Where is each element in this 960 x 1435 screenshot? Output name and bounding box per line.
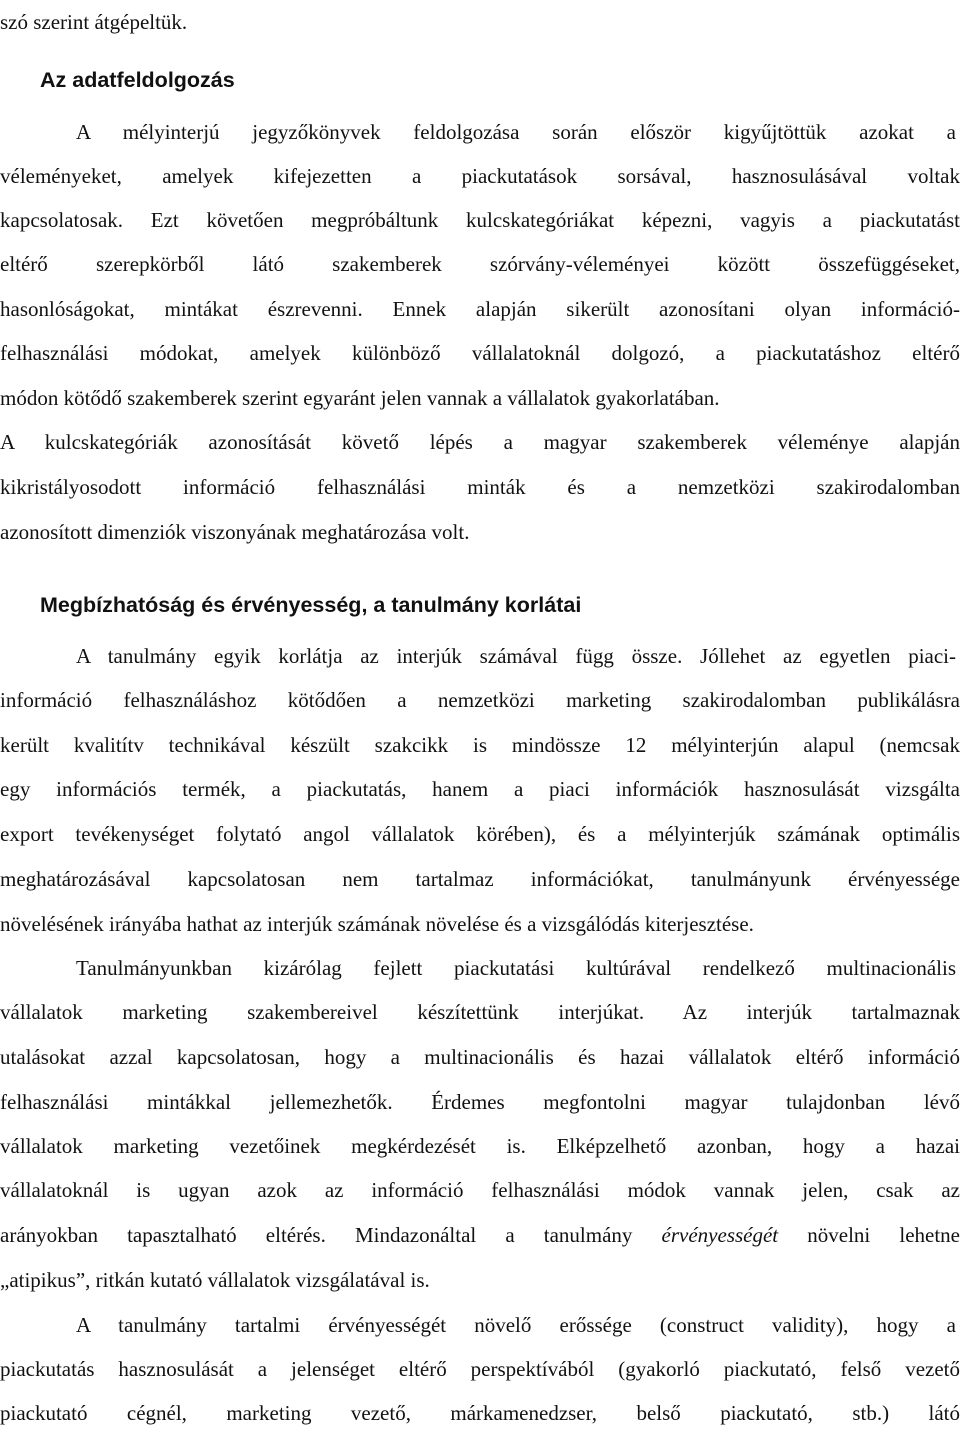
text-run: növelni lehetne <box>778 1223 960 1247</box>
text-line: felhasználási módokat, amelyek különböző vállalatoknál dolgozó, a piackutatáshoz eltérő <box>0 341 960 365</box>
text-line: piackutatás hasznosulását a jelenséget eltérő perspektívából (gyakorló piackutató, felső vezető <box>0 1357 960 1381</box>
text-line: A tanulmány tartalmi érvényességét növelő erőssége (construct validity), hogy a <box>76 1313 956 1337</box>
text-line: eltérő szerepkörből látó szakemberek szórvány-véleményei között összefüggéseket, <box>0 252 960 276</box>
text-line: Tanulmányunkban kizárólag fejlett piackutatási kultúrával rendelkező multinacionális <box>76 956 956 980</box>
section-heading-reliability-validity: Megbízhatóság és érvényesség, a tanulmány korlátai <box>40 593 582 617</box>
text-line: véleményeket, amelyek kifejezetten a piackutatások sorsával, hasznosulásával voltak <box>0 164 960 188</box>
text-line: kapcsolatosak. Ezt követően megpróbáltunk kulcskategóriákat képezni, vagyis a piackutatást <box>0 208 960 232</box>
text-line: „atipikus”, ritkán kutató vállalatok vizsgálatával is. <box>0 1268 430 1292</box>
text-line: módon kötődő szakemberek szerint egyaránt jelen vannak a vállalatok gyakorlatában. <box>0 386 720 410</box>
text-line: hasonlóságokat, mintákat észrevenni. Ennek alapján sikerült azonosítani olyan információ- <box>0 297 960 321</box>
text-line: vállalatok marketing vezetőinek megkérdezését is. Elképzelhető azonban, hogy a hazai <box>0 1134 960 1158</box>
text-line: szó szerint átgépeltük. <box>0 10 188 34</box>
emphasized-text: érvényességét <box>661 1223 779 1247</box>
text-line: piackutató cégnél, marketing vezető, márkamenedzser, belső piackutató, stb.) látó <box>0 1401 960 1425</box>
text-line: információ felhasználáshoz kötődően a nemzetközi marketing szakirodalomban publikálásra <box>0 688 960 712</box>
text-line: növelésének irányába hathat az interjúk számának növelése és a vizsgálódás kiterjesztése. <box>0 912 754 936</box>
text-line: vállalatoknál is ugyan azok az információ felhasználási módok vannak jelen, csak az <box>0 1178 960 1202</box>
text-run: arányokban tapasztalható eltérés. Mindazonáltal a tanulmány <box>0 1223 662 1247</box>
text-line: A mélyinterjú jegyzőkönyvek feldolgozása során először kigyűjtöttük azokat a <box>76 120 956 144</box>
text-line: vállalatok marketing szakembereivel készítettünk interjúkat. Az interjúk tartalmaznak <box>0 1000 960 1024</box>
text-line: export tevékenységet folytató angol vállalatok körében), és a mélyinterjúk számának optimális <box>0 822 960 846</box>
text-line: meghatározásával kapcsolatosan nem tartalmaz információkat, tanulmányunk érvényessége <box>0 867 960 891</box>
text-line: felhasználási mintákkal jellemezhetők. Érdemes megfontolni magyar tulajdonban lévő <box>0 1090 960 1114</box>
text-line: A kulcskategóriák azonosítását követő lépés a magyar szakemberek véleménye alapján <box>0 430 960 454</box>
text-line: A tanulmány egyik korlátja az interjúk számával függ össze. Jóllehet az egyetlen piaci- <box>76 644 956 668</box>
text-line: egy információs termék, a piackutatás, hanem a piaci információk hasznosulását vizsgálta <box>0 777 960 801</box>
section-heading-data-processing: Az adatfeldolgozás <box>40 68 235 92</box>
text-line: azonosított dimenziók viszonyának meghatározása volt. <box>0 520 470 544</box>
text-line: kikristályosodott információ felhasználási minták és a nemzetközi szakirodalomban <box>0 475 960 499</box>
text-line: került kvalitítv technikával készült szakcikk is mindössze 12 mélyinterjún alapul (nemcsak <box>0 733 960 757</box>
text-line <box>0 1213 960 1257</box>
text-line: utalásokat azzal kapcsolatosan, hogy a multinacionális és hazai vállalatok eltérő információ <box>0 1045 960 1069</box>
